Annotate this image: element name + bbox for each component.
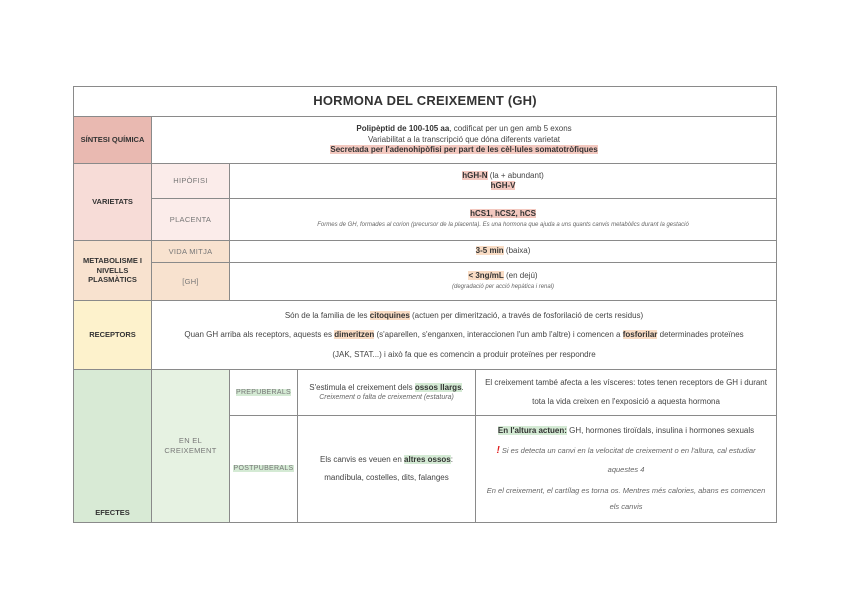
postpuberals-line2: mandíbula, costelles, dits, falanges [324, 473, 449, 482]
sintesi-line3: Secretada per l'adenohipòfisi per part de les cèl·lules somatotròfiques [330, 145, 598, 155]
sintesi-content [152, 117, 777, 164]
receptors-line2-b: (s'aparellen, s'enganxen, interaccionen l'un amb l'altre) i comencen a [374, 330, 623, 340]
vida-mitja-content [230, 241, 777, 263]
hipofisi-label: HIPÒFISI [152, 164, 230, 199]
prepuberals-content [298, 370, 476, 416]
prepuberals-label: PREPUBERALS [235, 388, 292, 396]
placenta-label: PLACENTA [152, 199, 230, 241]
sintesi-label: SÍNTESI QUÍMICA [74, 117, 152, 164]
altura-content [476, 416, 777, 523]
efectes-label: EFECTES [74, 370, 152, 523]
hcs-variants: hCS1, hCS2, hCS [470, 208, 536, 218]
hipofisi-content [230, 164, 777, 199]
receptors-content [152, 301, 777, 370]
vida-mitja-label: VIDA MITJA [152, 241, 230, 263]
receptors-line1-b: (actuen per dimerització, a través de fosforilació de certs residus) [409, 311, 644, 321]
gh-degradation-note: (degradació per acció hepàtica i renal) [452, 284, 555, 291]
postpuberals-cell [230, 416, 298, 523]
warning-icon: ! [496, 445, 500, 457]
receptors-line3: (JAK, STAT...) i això fa que es comencin a produir proteïnes per respondre [332, 349, 596, 359]
placenta-note: Formes de GH, formades al corion (precursor de la placenta). Es una hormona que ajuda a uns quants canvis metabòlics durant la gestació [317, 222, 689, 229]
gh-concentration-value: < 3ng/mL [468, 270, 504, 280]
vida-mitja-note: (baixa) [503, 246, 531, 256]
sintesi-polipeptid: Polipèptid de 100-105 aa [356, 124, 450, 134]
hgh-n-note: (la + abundant) [487, 170, 544, 180]
vida-mitja-value: 3-5 min [475, 246, 504, 256]
ossos-llargs: ossos llargs [414, 382, 462, 392]
gh-concentration-content [230, 263, 777, 301]
postpuberals-line1-a: Els canvis es veuen en [320, 454, 405, 464]
altres-ossos: altres ossos [404, 454, 451, 464]
citoquines: citoquines [369, 311, 410, 321]
gh-concentration-label: [GH] [152, 263, 230, 301]
altura-heading: En l'altura actuen: [497, 426, 567, 436]
receptors-label: RECEPTORS [74, 301, 152, 370]
postpuberals-content [298, 416, 476, 523]
altura-warning-text: Si es detecta un canvi en la velocitat de creixement o en l'altura, cal estudiar aquestes 4 [499, 446, 756, 475]
varietats-label: VARIETATS [74, 164, 152, 241]
creixement-label: EN EL CREIXEMENT [152, 370, 230, 523]
table-title: HORMONA DEL CREIXEMENT (GH) [74, 87, 777, 117]
gh-concentration-note: (en dejú) [503, 270, 538, 280]
cartilag-text: En el creixement, el cartílag es torna os. Mentres més calories, abans es comencen els canvis [486, 485, 766, 512]
hgh-n: hGH-N [462, 170, 488, 180]
prepuberals-line1-c: . [461, 382, 464, 392]
sintesi-line1-rest: , codificat per un gen amb 5 exons [449, 124, 572, 134]
visceres-text: El creixement també afecta a les vísceres: totes tenen receptors de GH i durant tota la vida creixen en l'exposició a aquesta hormona [476, 370, 777, 416]
receptors-line1-a: Són de la familia de les [284, 311, 370, 321]
placenta-content [230, 199, 777, 241]
dimeritzen: dimeritzen [334, 330, 375, 340]
prepuberals-line1-a: S'estimula el creixement dels [309, 382, 415, 392]
metabolisme-label: METABOLISME I NIVELLS PLASMÀTICS [74, 241, 152, 301]
prepuberals-note: Creixement o falta de creixement (estatura) [319, 394, 454, 402]
hgh-v: hGH-V [490, 181, 516, 190]
receptors-line2-c: determinades proteïnes [657, 330, 744, 340]
receptors-line2-a: Quan GH arriba als receptors, aquests es [184, 330, 335, 340]
altura-hormones: GH, hormones tiroïdals, insulina i hormones sexuals [566, 426, 755, 436]
sintesi-line2: Variabilitat a la transcripció que dóna diferents varietat [368, 134, 561, 144]
postpuberals-label: POSTPUBERALS [233, 465, 294, 473]
fosforilar: fosforilar [622, 330, 658, 340]
prepuberals-cell [230, 370, 298, 416]
document-page [73, 86, 776, 523]
gh-summary-table [73, 86, 777, 523]
postpuberals-line1-c: : [450, 454, 453, 464]
